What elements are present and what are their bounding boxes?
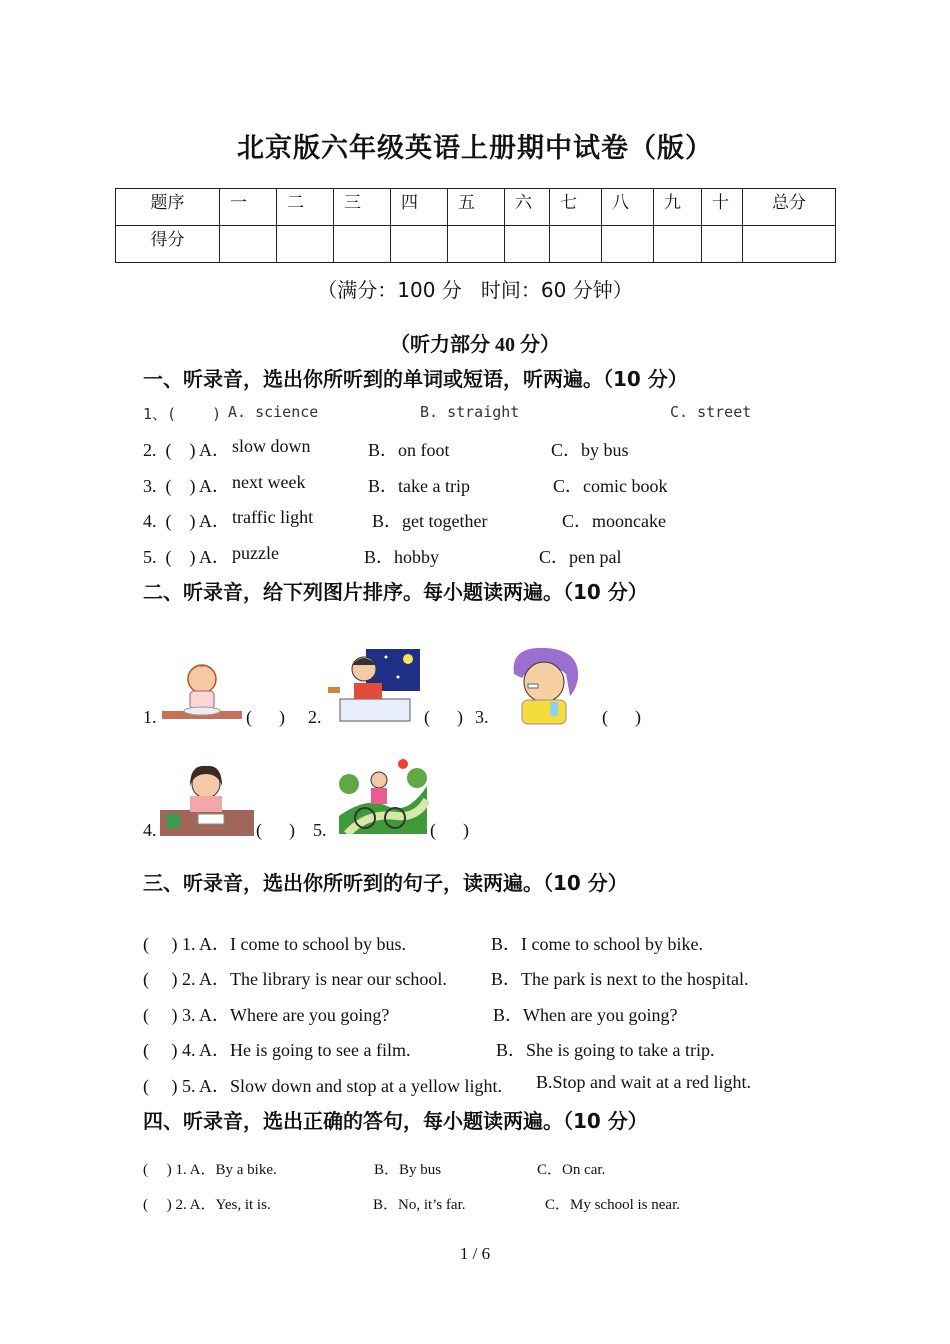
s4-q2-option-b: B．No, it’s far. xyxy=(373,1197,466,1213)
pic5-blank[interactable]: ( ) xyxy=(430,820,469,840)
section4-heading: 四、听录音，选出正确的答句，每小题读两遍。（10 分） xyxy=(143,1109,648,1133)
pic2-number: 2. xyxy=(308,707,322,727)
s3-q3-option-a: ( ) 3. A．Where are you going? xyxy=(143,1005,390,1025)
score-table-header-row xyxy=(116,189,836,226)
score-input-cell[interactable] xyxy=(654,226,702,263)
pic4-blank[interactable]: ( ) xyxy=(256,820,295,840)
q5-option-c: C．pen pal xyxy=(539,547,622,567)
q3-option-a: next week xyxy=(232,472,306,492)
pic1-number: 1. xyxy=(143,707,157,727)
section1-heading: 一、听录音，选出你所听到的单词或短语，听两遍。（10 分） xyxy=(143,367,688,391)
girl-riding-bike-picture xyxy=(337,756,429,834)
section3-heading: 三、听录音，选出你所听到的句子，读两遍。（10 分） xyxy=(143,871,628,895)
s4-q2-option-a: ( ) 2. A．Yes, it is. xyxy=(143,1197,271,1213)
score-table-score-row xyxy=(116,226,836,263)
listening-header: （听力部分 40 分） xyxy=(390,334,560,356)
q1-option-b: B. straight xyxy=(420,403,520,421)
section2-heading: 二、听录音，给下列图片排序。每小题读两遍。（10 分） xyxy=(143,580,648,604)
exam-meta: （满分：100 分 时间：60 分钟） xyxy=(317,278,633,302)
score-input-cell[interactable] xyxy=(391,226,448,263)
s3-q4-option-b: B．She is going to take a trip. xyxy=(496,1040,715,1060)
q2-option-a: slow down xyxy=(232,436,311,456)
score-cell: 六 xyxy=(505,189,550,226)
score-input-cell[interactable] xyxy=(743,226,836,263)
q4-number: 4. ( ) A． xyxy=(143,511,230,531)
boy-reading-night-picture xyxy=(326,647,422,727)
s4-q1-option-b: B．By bus xyxy=(374,1162,442,1178)
s4-q1-option-c: C．On car. xyxy=(537,1162,606,1178)
score-table xyxy=(115,188,836,263)
girl-brushing-teeth-picture xyxy=(500,644,584,726)
score-input-cell[interactable] xyxy=(334,226,391,263)
score-cell: 七 xyxy=(550,189,602,226)
q4-option-c: C．mooncake xyxy=(562,511,666,531)
score-cell: 三 xyxy=(334,189,391,226)
s3-q4-option-a: ( ) 4. A．He is going to see a film. xyxy=(143,1040,411,1060)
score-cell: 九 xyxy=(654,189,702,226)
q5-option-a: puzzle xyxy=(232,543,279,563)
q1-option-c: C. street xyxy=(670,403,752,421)
q3-option-b: B．take a trip xyxy=(368,476,470,496)
s3-q5-option-b: B.Stop and wait at a red light. xyxy=(536,1072,751,1092)
s3-q1-option-b: B．I come to school by bike. xyxy=(491,934,703,954)
q5-number: 5. ( ) A． xyxy=(143,547,230,567)
score-input-cell[interactable] xyxy=(448,226,505,263)
s3-q1-option-a: ( ) 1. A．I come to school by bus. xyxy=(143,934,406,954)
score-input-cell[interactable] xyxy=(505,226,550,263)
q2-option-c: C．by bus xyxy=(551,440,629,460)
score-input-cell[interactable] xyxy=(550,226,602,263)
girl-doing-homework-picture xyxy=(160,762,256,838)
s3-q2-option-a: ( ) 2. A．The library is near our school. xyxy=(143,969,447,989)
score-cell: 一 xyxy=(220,189,277,226)
page-title: 北京版六年级英语上册期中试卷（版） xyxy=(237,133,713,164)
q2-option-b: B．on foot xyxy=(368,440,450,460)
score-input-cell[interactable] xyxy=(220,226,277,263)
q3-option-c: C．comic book xyxy=(553,476,668,496)
s3-q5-option-a: ( ) 5. A．Slow down and stop at a yellow light. xyxy=(143,1076,502,1096)
q1-number: 1、( ) xyxy=(143,405,222,423)
score-input-cell[interactable] xyxy=(702,226,743,263)
q5-option-b: B．hobby xyxy=(364,547,440,567)
score-input-cell[interactable] xyxy=(602,226,654,263)
girl-eating-picture xyxy=(160,655,244,725)
score-cell: 五 xyxy=(448,189,505,226)
s4-q1-option-a: ( ) 1. A．By a bike. xyxy=(143,1162,277,1178)
page-number: 1 / 6 xyxy=(459,1244,491,1263)
pic3-number: 3. xyxy=(475,707,489,727)
s3-q2-option-b: B．The park is next to the hospital. xyxy=(491,969,749,989)
q4-option-a: traffic light xyxy=(232,507,314,527)
pic2-blank[interactable]: ( ) xyxy=(424,707,463,727)
q2-number: 2. ( ) A． xyxy=(143,440,230,460)
s3-q3-option-b: B．When are you going? xyxy=(493,1005,678,1025)
q3-number: 3. ( ) A． xyxy=(143,476,230,496)
score-cell: 八 xyxy=(602,189,654,226)
pic4-number: 4. xyxy=(143,820,157,840)
pic5-number: 5. xyxy=(313,820,327,840)
s4-q2-option-c: C．My school is near. xyxy=(545,1197,680,1213)
q1-option-a: A. science xyxy=(228,403,319,421)
score-cell-total: 总分 xyxy=(743,189,836,226)
pic3-blank[interactable]: ( ) xyxy=(602,707,641,727)
pic1-blank[interactable]: ( ) xyxy=(246,707,285,727)
score-cell-label: 题序 xyxy=(116,189,220,226)
score-cell: 十 xyxy=(702,189,743,226)
score-input-cell[interactable] xyxy=(277,226,334,263)
score-cell: 二 xyxy=(277,189,334,226)
score-row-label: 得分 xyxy=(116,226,220,263)
q4-option-b: B．get together xyxy=(372,511,488,531)
score-cell: 四 xyxy=(391,189,448,226)
